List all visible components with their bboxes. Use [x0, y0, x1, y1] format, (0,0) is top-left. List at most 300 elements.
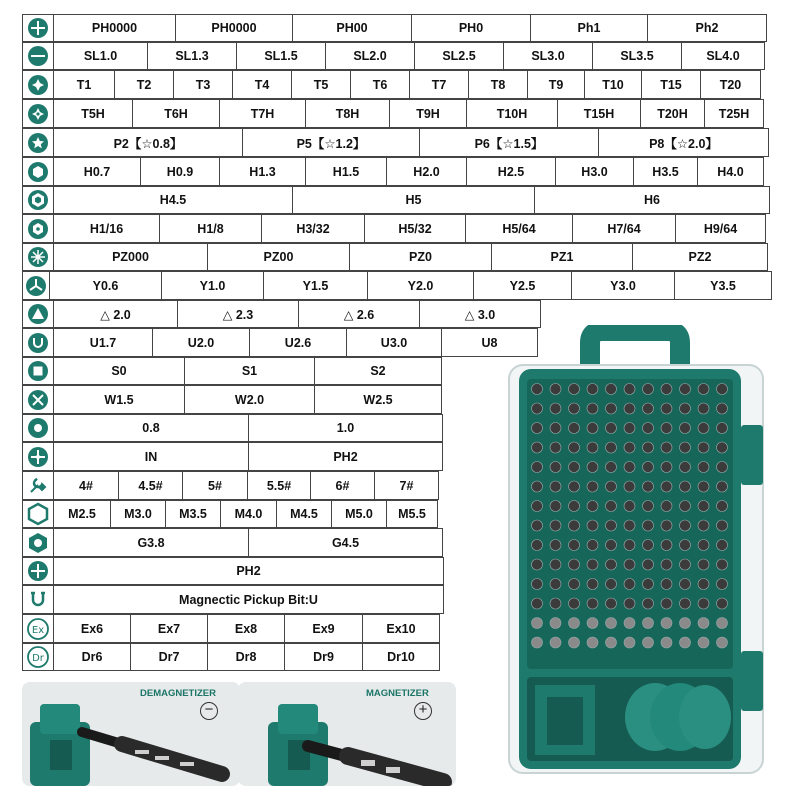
bit-size-cell: H0.7	[53, 157, 141, 186]
bit-holder	[698, 403, 709, 414]
bit-holder	[550, 481, 561, 492]
bit-holder	[606, 618, 617, 629]
bit-size-cell: W2.5	[314, 385, 442, 414]
round-icon	[22, 414, 54, 442]
bit-size-cell: P5【☆1.2】	[242, 128, 420, 157]
bit-size-cell: H3/32	[261, 214, 365, 243]
bit-size-cell: T7H	[219, 99, 306, 128]
minus-sign-icon: −	[200, 702, 218, 720]
hex-large-icon	[22, 186, 54, 214]
bit-size-cell: T3	[173, 70, 233, 99]
bit-holder	[680, 462, 691, 473]
bit-size-cell: Y3.5	[674, 271, 772, 300]
bit-holder	[606, 540, 617, 551]
bit-holder	[698, 559, 709, 570]
bit-holder	[661, 579, 672, 590]
bit-size-cell: T20	[700, 70, 761, 99]
u-shaped-icon	[22, 328, 54, 357]
bit-holder	[643, 442, 654, 453]
bit-holder	[532, 442, 543, 453]
bit-holder	[717, 540, 728, 551]
bit-size-cell: P8【☆2.0】	[598, 128, 769, 157]
triangle-icon	[22, 300, 54, 328]
bit-size-cell: M3.0	[110, 500, 166, 528]
bit-size-cell: 1.0	[248, 414, 443, 442]
bit-holder	[624, 501, 635, 512]
bit-holder	[587, 520, 598, 531]
bit-holder	[661, 559, 672, 570]
bit-holder	[606, 520, 617, 531]
bit-size-cell: △ 2.6	[298, 300, 420, 328]
bit-size-cell: T1	[53, 70, 115, 99]
hex-icon	[22, 157, 54, 186]
bit-size-cell: U8	[441, 328, 538, 357]
bit-size-cell: Y0.6	[49, 271, 162, 300]
bit-size-cell: PH0	[411, 14, 531, 42]
bit-holder	[624, 598, 635, 609]
bit-holder	[606, 637, 617, 648]
bit-size-cell: PZ000	[53, 243, 208, 271]
bit-size-cell: M3.5	[165, 500, 221, 528]
bit-holder	[661, 598, 672, 609]
bit-holder	[698, 442, 709, 453]
bit-holder	[680, 481, 691, 492]
bit-holder	[717, 442, 728, 453]
bit-size-cell: 4.5#	[118, 471, 183, 500]
bit-holder	[587, 501, 598, 512]
bit-size-cell: P2【☆0.8】	[53, 128, 243, 157]
bit-size-cell: M2.5	[53, 500, 111, 528]
bit-holder	[624, 618, 635, 629]
bit-holder	[643, 403, 654, 414]
bit-holder	[569, 423, 580, 434]
bit-holder	[643, 637, 654, 648]
bit-holder	[606, 481, 617, 492]
bit-holder	[698, 423, 709, 434]
bit-holder	[569, 501, 580, 512]
bit-size-cell: U1.7	[53, 328, 153, 357]
bit-holder	[569, 442, 580, 453]
product-case-illustration	[505, 325, 775, 775]
bit-size-cell: M5.0	[331, 500, 387, 528]
bit-holder	[587, 462, 598, 473]
bit-holder	[717, 579, 728, 590]
bit-holder	[624, 442, 635, 453]
bit-holder	[680, 384, 691, 395]
torx-icon	[22, 70, 54, 99]
bit-holder	[661, 618, 672, 629]
bit-holder	[532, 637, 543, 648]
bit-holder	[643, 501, 654, 512]
bit-size-cell: Y2.5	[473, 271, 572, 300]
bit-size-cell: PH2	[53, 557, 444, 585]
bit-holder	[680, 540, 691, 551]
bit-holder	[717, 559, 728, 570]
bit-holder	[661, 403, 672, 414]
bit-holder	[606, 442, 617, 453]
bit-size-cell: H5/32	[364, 214, 466, 243]
bit-holder	[698, 462, 709, 473]
bit-size-cell: P6【☆1.5】	[419, 128, 599, 157]
bit-holder	[606, 579, 617, 590]
bit-holder	[643, 598, 654, 609]
bit-size-cell: PZ0	[349, 243, 492, 271]
bit-size-cell: Y2.0	[367, 271, 474, 300]
bit-size-cell: Ph1	[530, 14, 648, 42]
bit-holder	[569, 384, 580, 395]
bit-size-cell: W2.0	[184, 385, 315, 414]
bit-holder	[624, 423, 635, 434]
table-row	[22, 271, 772, 300]
bit-holder	[698, 618, 709, 629]
bit-holder	[661, 442, 672, 453]
bit-size-cell: W1.5	[53, 385, 185, 414]
bit-size-cell: Dr9	[284, 643, 363, 671]
bit-holder	[661, 462, 672, 473]
bit-holder	[643, 579, 654, 590]
table-row	[22, 300, 772, 328]
bit-size-cell: 0.8	[53, 414, 249, 442]
bit-holder	[717, 481, 728, 492]
table-row	[22, 186, 772, 214]
magnetizer-label: MAGNETIZER	[366, 688, 429, 699]
bit-size-cell: M5.5	[386, 500, 438, 528]
bit-holder	[587, 403, 598, 414]
bit-size-cell: Ex6	[53, 614, 131, 643]
magnet-icon	[22, 585, 54, 614]
bit-holder	[661, 540, 672, 551]
bit-holder	[680, 618, 691, 629]
bit-size-cell: SL3.5	[592, 42, 682, 70]
bit-holder	[624, 520, 635, 531]
bit-holder	[680, 442, 691, 453]
bit-holder	[532, 481, 543, 492]
demagnetizer-label: DEMAGNETIZER	[140, 688, 216, 699]
bit-holder	[606, 559, 617, 570]
bit-size-cell: Dr10	[362, 643, 440, 671]
bit-size-cell: H1/16	[53, 214, 160, 243]
bit-size-cell: △ 2.0	[53, 300, 178, 328]
bit-size-cell: Magnectic Pickup Bit:U	[53, 585, 444, 614]
bit-holder	[643, 520, 654, 531]
bit-size-cell: Y1.0	[161, 271, 264, 300]
table-row	[22, 42, 772, 70]
bit-size-cell: SL2.0	[325, 42, 415, 70]
bit-holder	[550, 637, 561, 648]
bit-holder	[606, 384, 617, 395]
bit-holder	[587, 423, 598, 434]
bit-holder	[532, 540, 543, 551]
bit-size-cell: PH0000	[53, 14, 176, 42]
bit-holder	[532, 618, 543, 629]
bit-size-cell: 4#	[53, 471, 119, 500]
bit-holder	[550, 579, 561, 590]
bit-holder	[532, 423, 543, 434]
bit-holder	[698, 384, 709, 395]
bit-holder	[532, 598, 543, 609]
bit-size-cell: S2	[314, 357, 442, 385]
bit-size-cell: T10	[584, 70, 642, 99]
table-row	[22, 214, 772, 243]
bit-size-cell: U2.6	[249, 328, 347, 357]
bit-size-cell: T5	[291, 70, 351, 99]
bit-size-cell: △ 3.0	[419, 300, 541, 328]
bit-holder	[717, 598, 728, 609]
bit-size-cell: Y1.5	[263, 271, 368, 300]
bit-size-cell: T15	[641, 70, 701, 99]
bit-size-cell: Ex10	[362, 614, 440, 643]
driver-icon	[22, 643, 54, 671]
bit-holder	[661, 520, 672, 531]
table-row	[22, 157, 772, 186]
tri-wing-icon	[22, 271, 50, 300]
bit-holder	[550, 403, 561, 414]
bit-holder	[532, 559, 543, 570]
bit-holder	[587, 442, 598, 453]
bit-size-cell: T9H	[389, 99, 467, 128]
bit-holder	[569, 462, 580, 473]
bit-holder	[624, 579, 635, 590]
svg-text:Dr: Dr	[32, 653, 44, 664]
bit-size-cell: T4	[232, 70, 292, 99]
bit-holder	[587, 618, 598, 629]
bit-size-cell: T15H	[557, 99, 641, 128]
bit-size-cell: G4.5	[248, 528, 443, 557]
svg-text:Ex: Ex	[31, 624, 45, 636]
slotted-icon	[22, 42, 54, 70]
bit-holder	[587, 598, 598, 609]
bit-holder	[717, 637, 728, 648]
bit-holder	[680, 423, 691, 434]
bit-holder	[606, 403, 617, 414]
bit-holder	[698, 501, 709, 512]
bit-size-cell: SL4.0	[681, 42, 765, 70]
bit-size-cell: PZ1	[491, 243, 633, 271]
bit-holder	[587, 540, 598, 551]
bit-size-cell: T5H	[53, 99, 133, 128]
wrench-icon	[22, 471, 54, 500]
bit-size-cell: SL3.0	[503, 42, 593, 70]
bit-size-cell: M4.0	[220, 500, 277, 528]
bit-size-cell: 5#	[182, 471, 248, 500]
bit-holder	[569, 540, 580, 551]
bit-holder	[532, 403, 543, 414]
bit-holder	[550, 618, 561, 629]
bit-holder	[587, 637, 598, 648]
bit-holder	[569, 559, 580, 570]
bit-holder	[624, 384, 635, 395]
table-row	[22, 70, 772, 99]
bit-holder	[569, 403, 580, 414]
table-row	[22, 243, 772, 271]
bit-holder	[569, 520, 580, 531]
bit-holder	[550, 559, 561, 570]
bit-size-cell: U2.0	[152, 328, 250, 357]
bit-holder	[550, 540, 561, 551]
bit-size-cell: T20H	[640, 99, 705, 128]
bit-size-cell: S0	[53, 357, 185, 385]
bit-size-cell: T6H	[132, 99, 220, 128]
bit-holder	[550, 501, 561, 512]
bit-holder	[624, 540, 635, 551]
bit-holder	[587, 559, 598, 570]
bit-holder	[550, 423, 561, 434]
table-row	[22, 128, 772, 157]
bit-size-cell: IN	[53, 442, 249, 471]
bit-size-cell: T8H	[305, 99, 390, 128]
bit-size-cell: S1	[184, 357, 315, 385]
hex-inch-icon	[22, 214, 54, 243]
bit-size-cell: H5/64	[465, 214, 573, 243]
bit-size-cell: Y3.0	[571, 271, 675, 300]
bit-size-cell: Dr6	[53, 643, 131, 671]
table-row	[22, 14, 772, 42]
bit-size-cell: H2.0	[386, 157, 467, 186]
bit-size-cell: T6	[350, 70, 410, 99]
bit-holder	[643, 559, 654, 570]
bit-holder	[698, 598, 709, 609]
bit-size-cell: M4.5	[276, 500, 332, 528]
bit-size-cell: PH2	[248, 442, 443, 471]
bit-holder	[569, 618, 580, 629]
bit-size-cell: T2	[114, 70, 174, 99]
bit-holder	[550, 384, 561, 395]
bit-holder	[532, 501, 543, 512]
bit-holder	[643, 618, 654, 629]
bit-holder	[606, 423, 617, 434]
bit-size-cell: PH00	[292, 14, 412, 42]
table-row	[22, 99, 772, 128]
bit-size-cell: PH0000	[175, 14, 293, 42]
plus-sign-icon: +	[414, 702, 432, 720]
ph-cross-icon	[22, 557, 54, 585]
bit-holder	[661, 384, 672, 395]
bit-holder	[569, 481, 580, 492]
bit-holder	[550, 462, 561, 473]
bit-holder	[680, 559, 691, 570]
bit-holder	[550, 598, 561, 609]
bit-size-cell: 7#	[374, 471, 439, 500]
bit-holder	[661, 423, 672, 434]
bit-size-cell: 6#	[310, 471, 375, 500]
bit-holder	[680, 598, 691, 609]
bit-holder	[643, 462, 654, 473]
bit-holder	[569, 579, 580, 590]
bit-holder	[698, 520, 709, 531]
gear-socket-icon	[22, 528, 54, 557]
bit-size-cell: H3.5	[633, 157, 698, 186]
bit-holder	[717, 462, 728, 473]
bit-holder	[606, 598, 617, 609]
bit-holder	[680, 579, 691, 590]
bit-holder	[624, 637, 635, 648]
bit-holder	[624, 462, 635, 473]
bit-holder	[550, 442, 561, 453]
bit-holder	[606, 462, 617, 473]
bit-holder	[587, 384, 598, 395]
bit-holder	[532, 579, 543, 590]
bit-holder	[717, 403, 728, 414]
bit-size-cell: T7	[409, 70, 469, 99]
pozidriv-icon	[22, 243, 54, 271]
metric-socket-icon	[22, 500, 54, 528]
bit-size-cell: H7/64	[572, 214, 676, 243]
bit-holder	[606, 501, 617, 512]
bit-holder	[643, 540, 654, 551]
bit-size-cell: Ex9	[284, 614, 363, 643]
bit-holder	[661, 637, 672, 648]
bit-size-cell: H4.5	[53, 186, 293, 214]
phillips-icon	[22, 14, 54, 42]
bit-holder	[569, 598, 580, 609]
bit-size-cell: H3.0	[555, 157, 634, 186]
bit-holder	[587, 579, 598, 590]
bit-holder	[532, 384, 543, 395]
bit-size-cell: 5.5#	[247, 471, 311, 500]
bit-size-cell: H0.9	[140, 157, 220, 186]
demagnetizer-panel	[22, 682, 240, 786]
bit-size-cell: SL1.5	[236, 42, 326, 70]
bit-size-cell: H1.5	[305, 157, 387, 186]
bit-holder	[624, 559, 635, 570]
bit-size-cell: Ex7	[130, 614, 208, 643]
bit-holder	[680, 403, 691, 414]
bit-size-cell: SL1.3	[147, 42, 237, 70]
bit-holder	[569, 637, 580, 648]
bit-size-cell: SL1.0	[53, 42, 148, 70]
bit-size-cell: H4.0	[697, 157, 764, 186]
bit-holder	[680, 520, 691, 531]
bit-size-cell: G3.8	[53, 528, 249, 557]
bit-size-cell: U3.0	[346, 328, 442, 357]
bit-size-cell: H5	[292, 186, 535, 214]
bit-holder	[643, 384, 654, 395]
bit-holder	[717, 501, 728, 512]
bit-size-cell: H1/8	[159, 214, 262, 243]
pentalobe-icon	[22, 128, 54, 157]
bit-size-cell: PZ2	[632, 243, 768, 271]
bit-size-cell: T10H	[466, 99, 558, 128]
bit-holder	[698, 579, 709, 590]
bit-size-cell: H9/64	[675, 214, 766, 243]
bit-size-cell: Ex8	[207, 614, 285, 643]
bit-holder	[698, 540, 709, 551]
bit-holder	[661, 501, 672, 512]
bit-size-cell: Ph2	[647, 14, 767, 42]
bit-size-cell: SL2.5	[414, 42, 504, 70]
magnetizer-panel	[238, 682, 456, 786]
in-ph-icon	[22, 442, 54, 471]
bit-size-cell: Dr7	[130, 643, 208, 671]
bit-holder	[680, 637, 691, 648]
extension-icon	[22, 614, 54, 643]
bit-holder	[587, 481, 598, 492]
bit-holder	[624, 403, 635, 414]
bit-size-cell: T9	[527, 70, 585, 99]
bit-holder	[698, 481, 709, 492]
bit-size-cell: T25H	[704, 99, 764, 128]
bit-holder	[717, 384, 728, 395]
bit-holder	[643, 423, 654, 434]
bit-size-cell: H1.3	[219, 157, 306, 186]
bit-holder	[624, 481, 635, 492]
bit-size-cell: △ 2.3	[177, 300, 299, 328]
torx-security-icon	[22, 99, 54, 128]
bit-holder	[532, 462, 543, 473]
bit-holder	[717, 618, 728, 629]
square-icon	[22, 357, 54, 385]
bit-holder	[550, 520, 561, 531]
